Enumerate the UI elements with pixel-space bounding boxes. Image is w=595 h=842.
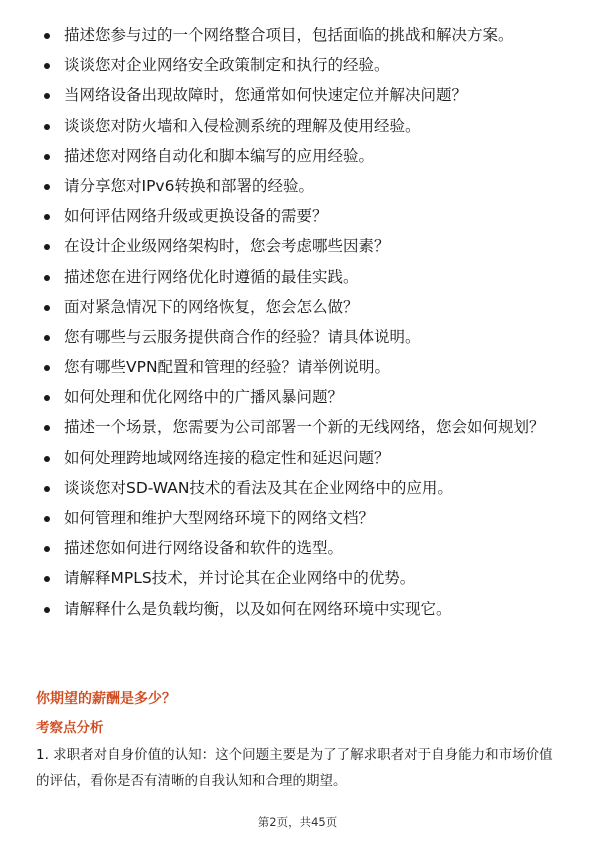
list-item [38, 356, 558, 378]
bullet-icon [44, 244, 50, 250]
analysis-paragraph: 1. 求职者对自身价值的认知：这个问题主要是为了了解求职者对于自身能力和市场价值的评估，看你是否有清晰的自我认知和合理的期望。 [36, 747, 553, 789]
bullet-icon [44, 546, 50, 552]
question-heading: 你期望的薪酬是多少？ [36, 691, 176, 707]
list-item-text: 当网络设备出现故障时，您通常如何快速定位并解决问题？ [64, 86, 468, 105]
list-item [38, 537, 558, 559]
list-item [38, 24, 558, 46]
bullet-icon [44, 425, 50, 431]
list-item-text: 请解释MPLS技术，并讨论其在企业网络中的优势。 [64, 569, 416, 588]
list-item-text: 面对紧急情况下的网络恢复，您会怎么做？ [64, 297, 359, 316]
bullet-icon [44, 516, 50, 522]
list-item [38, 326, 558, 348]
list-item-text: 描述您在进行网络优化时遵循的最佳实践。 [64, 267, 359, 286]
list-item [38, 175, 558, 197]
list-item-text: 如何处理和优化网络中的广播风暴问题？ [64, 388, 344, 407]
bullet-icon [44, 63, 50, 69]
list-item-text: 描述您如何进行网络设备和软件的选型。 [64, 539, 344, 558]
list-item [38, 507, 558, 529]
bullet-icon [44, 154, 50, 160]
list-item-text: 请解释什么是负载均衡，以及如何在网络环境中实现它。 [64, 599, 452, 618]
list-item-text: 在设计企业级网络架构时，您会考虑哪些因素？ [64, 237, 390, 256]
list-item [38, 598, 558, 620]
list-item [38, 477, 558, 499]
list-item [38, 386, 558, 408]
list-item-text: 描述一个场景，您需要为公司部署一个新的无线网络，您会如何规划？ [64, 418, 545, 437]
list-item [38, 447, 558, 469]
list-item-text: 谈谈您对SD-WAN技术的看法及其在企业网络中的应用。 [64, 478, 453, 497]
list-item-text: 描述您参与过的一个网络整合项目，包括面临的挑战和解决方案。 [64, 26, 514, 44]
bullet-icon [44, 33, 50, 39]
list-item [38, 266, 558, 288]
list-item-text: 如何管理和维护大型网络环境下的网络文档？ [64, 509, 375, 527]
bullet-icon [44, 607, 50, 613]
list-item [38, 235, 558, 257]
list-item-text: 谈谈您对企业网络安全政策制定和执行的经验。 [64, 56, 390, 75]
bullet-icon [44, 335, 50, 341]
list-item [38, 567, 558, 589]
list-item-text: 如何处理跨地域网络连接的稳定性和延迟问题？ [64, 448, 390, 467]
bullet-icon [44, 305, 50, 311]
bullet-icon [44, 184, 50, 190]
list-item [38, 54, 558, 76]
page-number: 第2页，共45页 [257, 815, 338, 829]
list-item-text: 谈谈您对防火墙和入侵检测系统的理解及使用经验。 [64, 116, 421, 135]
bullet-icon [44, 395, 50, 401]
list-item-text: 您有哪些VPN配置和管理的经验？请举例说明。 [64, 358, 391, 377]
list-item-text: 请分享您对IPv6转换和部署的经验。 [64, 176, 314, 195]
bullet-icon [44, 576, 50, 582]
bullet-icon [44, 93, 50, 99]
bullet-icon [44, 275, 50, 281]
bullet-icon [44, 365, 50, 371]
list-item [38, 145, 558, 167]
analysis-heading: 考察点分析 [36, 720, 104, 736]
list-item-text: 描述您对网络自动化和脚本编写的应用经验。 [64, 146, 375, 165]
list-item-text: 如何评估网络升级或更换设备的需要？ [64, 207, 328, 226]
bullet-icon [44, 214, 50, 220]
bullet-icon [44, 124, 50, 130]
bullet-icon [44, 456, 50, 462]
bullet-icon [44, 486, 50, 492]
list-item [38, 205, 558, 227]
question-list [38, 24, 558, 628]
list-item [38, 416, 558, 438]
list-item [38, 84, 558, 106]
list-item [38, 115, 558, 137]
list-item-text: 您有哪些与云服务提供商合作的经验？请具体说明。 [64, 327, 421, 346]
list-item [38, 296, 558, 318]
